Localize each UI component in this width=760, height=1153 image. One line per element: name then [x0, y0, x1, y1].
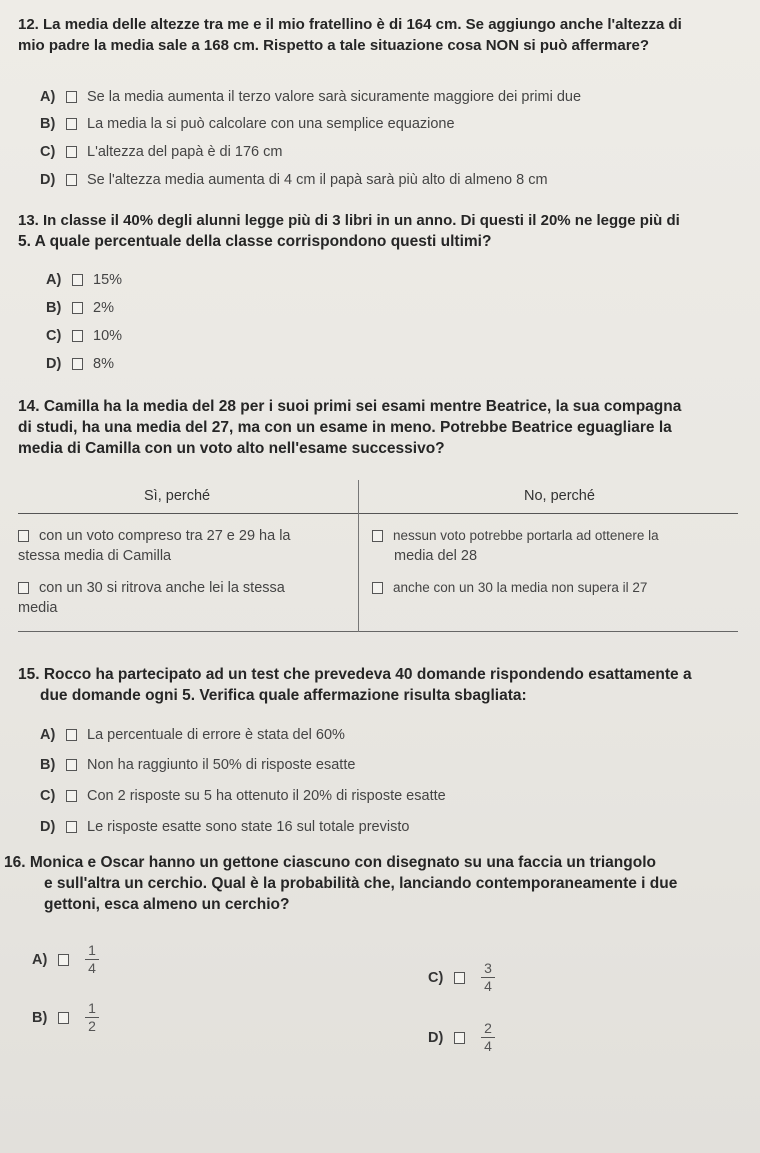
- q15-option-b[interactable]: [40, 756, 355, 774]
- checkbox[interactable]: [66, 821, 77, 833]
- q13-line1: 13. In classe il 40% degli alunni legge più di 3 libri in un anno. Di questi il 20% ne legge più di: [18, 212, 680, 229]
- q12-option-c-text: L'altezza del papà è di 176 cm: [87, 144, 283, 160]
- q14-yes-option-2-line1: con un 30 si ritrova anche lei la stessa: [39, 580, 285, 596]
- fraction: [481, 1020, 495, 1055]
- checkbox[interactable]: [66, 91, 77, 103]
- q14-answer-table: [18, 480, 738, 632]
- checkbox[interactable]: [66, 146, 77, 158]
- q14-no-option-1[interactable]: [372, 526, 738, 566]
- col-header-no: No, perché: [524, 488, 595, 504]
- q15-line2: due domande ogni 5. Verifica quale affermazione risulta sbagliata:: [40, 687, 527, 704]
- q13-option-a[interactable]: [46, 271, 122, 289]
- table-bottom-border: [18, 631, 738, 632]
- q12-title: [18, 14, 748, 56]
- checkbox[interactable]: [372, 582, 383, 594]
- q13-option-b-text: 2%: [93, 300, 114, 316]
- fraction-denominator: 4: [88, 960, 96, 977]
- checkbox[interactable]: [18, 582, 29, 594]
- q12-option-b-text: La media la si può calcolare con una semplice equazione: [87, 116, 455, 132]
- q13-option-d-letter: D): [46, 356, 62, 372]
- q15-option-c-letter: C): [40, 788, 56, 804]
- checkbox[interactable]: [372, 530, 383, 542]
- fraction: [85, 942, 99, 977]
- q14-line3: media di Camilla con un voto alto nell'esame successivo?: [18, 440, 445, 457]
- q15-option-c-text: Con 2 risposte su 5 ha ottenuto il 20% di risposte esatte: [87, 788, 446, 804]
- q15-option-a-text: La percentuale di errore è stata del 60%: [87, 727, 345, 743]
- q16-option-d-letter: D): [428, 1029, 444, 1046]
- q16-option-c-letter: C): [428, 969, 444, 986]
- q12-option-d-text: Se l'altezza media aumenta di 4 cm il papà sarà più alto di almeno 8 cm: [87, 172, 548, 188]
- q14-yes-option-2[interactable]: [18, 578, 348, 618]
- fraction-denominator: 4: [484, 1038, 492, 1055]
- checkbox[interactable]: [58, 954, 69, 966]
- q15-option-d-letter: D): [40, 819, 56, 835]
- q12-option-a-letter: A): [40, 89, 56, 105]
- q13-option-a-letter: A): [46, 272, 62, 288]
- q12-option-c[interactable]: [40, 143, 282, 161]
- checkbox[interactable]: [66, 790, 77, 802]
- q14-no-option-2-line1: anche con un 30 la media non supera il 27: [393, 580, 648, 595]
- checkbox[interactable]: [454, 1032, 465, 1044]
- q15-option-d-text: Le risposte esatte sono state 16 sul totale previsto: [87, 819, 410, 835]
- q14-no-option-1-line1: nessun voto potrebbe portarla ad ottenere la: [393, 528, 659, 543]
- q14-no-option-1-line2: media del 28: [394, 548, 478, 564]
- q16-option-a-letter: A): [32, 951, 48, 968]
- fraction-numerator: 2: [484, 1020, 492, 1036]
- q15-option-d[interactable]: [40, 818, 409, 836]
- q12-option-d-letter: D): [40, 172, 56, 188]
- q16-title: [4, 852, 734, 915]
- q13-option-d[interactable]: [46, 355, 114, 373]
- fraction-denominator: 2: [88, 1018, 96, 1035]
- q13-option-a-text: 15%: [93, 272, 123, 288]
- q14-yes-option-1[interactable]: [18, 526, 348, 566]
- q13-option-c-letter: C): [46, 328, 62, 344]
- checkbox[interactable]: [18, 530, 29, 542]
- fraction: [481, 960, 495, 995]
- q12-option-c-letter: C): [40, 144, 56, 160]
- q13-option-b-letter: B): [46, 300, 62, 316]
- q16-option-d[interactable]: [428, 1020, 495, 1055]
- table-column-divider: [358, 480, 359, 632]
- q14-yes-option-1-line1: con un voto compreso tra 27 e 29 ha la: [39, 528, 291, 544]
- q16-line1: 16. Monica e Oscar hanno un gettone ciascuno con disegnato su una faccia un triangolo: [4, 854, 656, 871]
- checkbox[interactable]: [66, 118, 77, 130]
- fraction-numerator: 1: [88, 942, 96, 958]
- q13-option-c[interactable]: [46, 327, 122, 345]
- q13-option-c-text: 10%: [93, 328, 123, 344]
- q15-title: [18, 664, 748, 706]
- q14-yes-option-1-line2: stessa media di Camilla: [18, 548, 172, 564]
- fraction: [85, 1000, 99, 1035]
- col-header-yes: Sì, perché: [144, 488, 211, 504]
- fraction-denominator: 4: [484, 978, 492, 995]
- q12-line2: mio padre la media sale a 168 cm. Rispetto a tale situazione cosa NON si può affermare?: [18, 37, 650, 54]
- q15-line1: 15. Rocco ha partecipato ad un test che prevedeva 40 domande rispondendo esattamente a: [18, 666, 692, 683]
- checkbox[interactable]: [58, 1012, 69, 1024]
- checkbox[interactable]: [66, 174, 77, 186]
- fraction-numerator: 1: [88, 1000, 96, 1016]
- q15-option-a-letter: A): [40, 727, 56, 743]
- q16-option-b-letter: B): [32, 1009, 48, 1026]
- q12-option-b-letter: B): [40, 116, 56, 132]
- q16-line2: e sull'altra un cerchio. Qual è la probabilità che, lanciando contemporaneamente i due: [44, 875, 678, 892]
- q14-line1: 14. Camilla ha la media del 28 per i suoi primi sei esami mentre Beatrice, la sua compagna: [18, 398, 682, 415]
- table-header-divider: [18, 513, 738, 514]
- q14-no-option-2[interactable]: [372, 578, 738, 598]
- q14-yes-option-2-line2: media: [18, 600, 58, 616]
- q12-line1: 12. La media delle altezze tra me e il mio fratellino è di 164 cm. Se aggiungo anche l'altezza di: [18, 16, 682, 33]
- checkbox[interactable]: [72, 274, 83, 286]
- q15-option-b-text: Non ha raggiunto il 50% di risposte esatte: [87, 757, 356, 773]
- q12-option-b[interactable]: [40, 115, 455, 133]
- q13-title: [18, 210, 748, 252]
- q15-option-a[interactable]: [40, 726, 345, 744]
- q12-option-d[interactable]: [40, 171, 548, 189]
- q14-line2: di studi, ha una media del 27, ma con un esame in meno. Potrebbe Beatrice eguagliare la: [18, 419, 672, 436]
- checkbox[interactable]: [66, 729, 77, 741]
- q15-option-c[interactable]: [40, 787, 446, 805]
- checkbox[interactable]: [66, 759, 77, 771]
- q13-line2: 5. A quale percentuale della classe corrispondono questi ultimi?: [18, 233, 492, 250]
- checkbox[interactable]: [454, 972, 465, 984]
- q16-option-b[interactable]: [32, 1000, 99, 1035]
- checkbox[interactable]: [72, 358, 83, 370]
- q13-option-d-text: 8%: [93, 356, 114, 372]
- q14-title: [18, 396, 748, 459]
- q15-option-b-letter: B): [40, 757, 56, 773]
- q12-option-a[interactable]: [40, 88, 581, 106]
- checkbox[interactable]: [72, 330, 83, 342]
- fraction-numerator: 3: [484, 960, 492, 976]
- q16-option-c[interactable]: [428, 960, 495, 995]
- q16-line3: gettoni, esca almeno un cerchio?: [44, 896, 290, 913]
- q12-option-a-text: Se la media aumenta il terzo valore sarà sicuramente maggiore dei primi due: [87, 89, 582, 105]
- q16-option-a[interactable]: [32, 942, 99, 977]
- checkbox[interactable]: [72, 302, 83, 314]
- q13-option-b[interactable]: [46, 299, 114, 317]
